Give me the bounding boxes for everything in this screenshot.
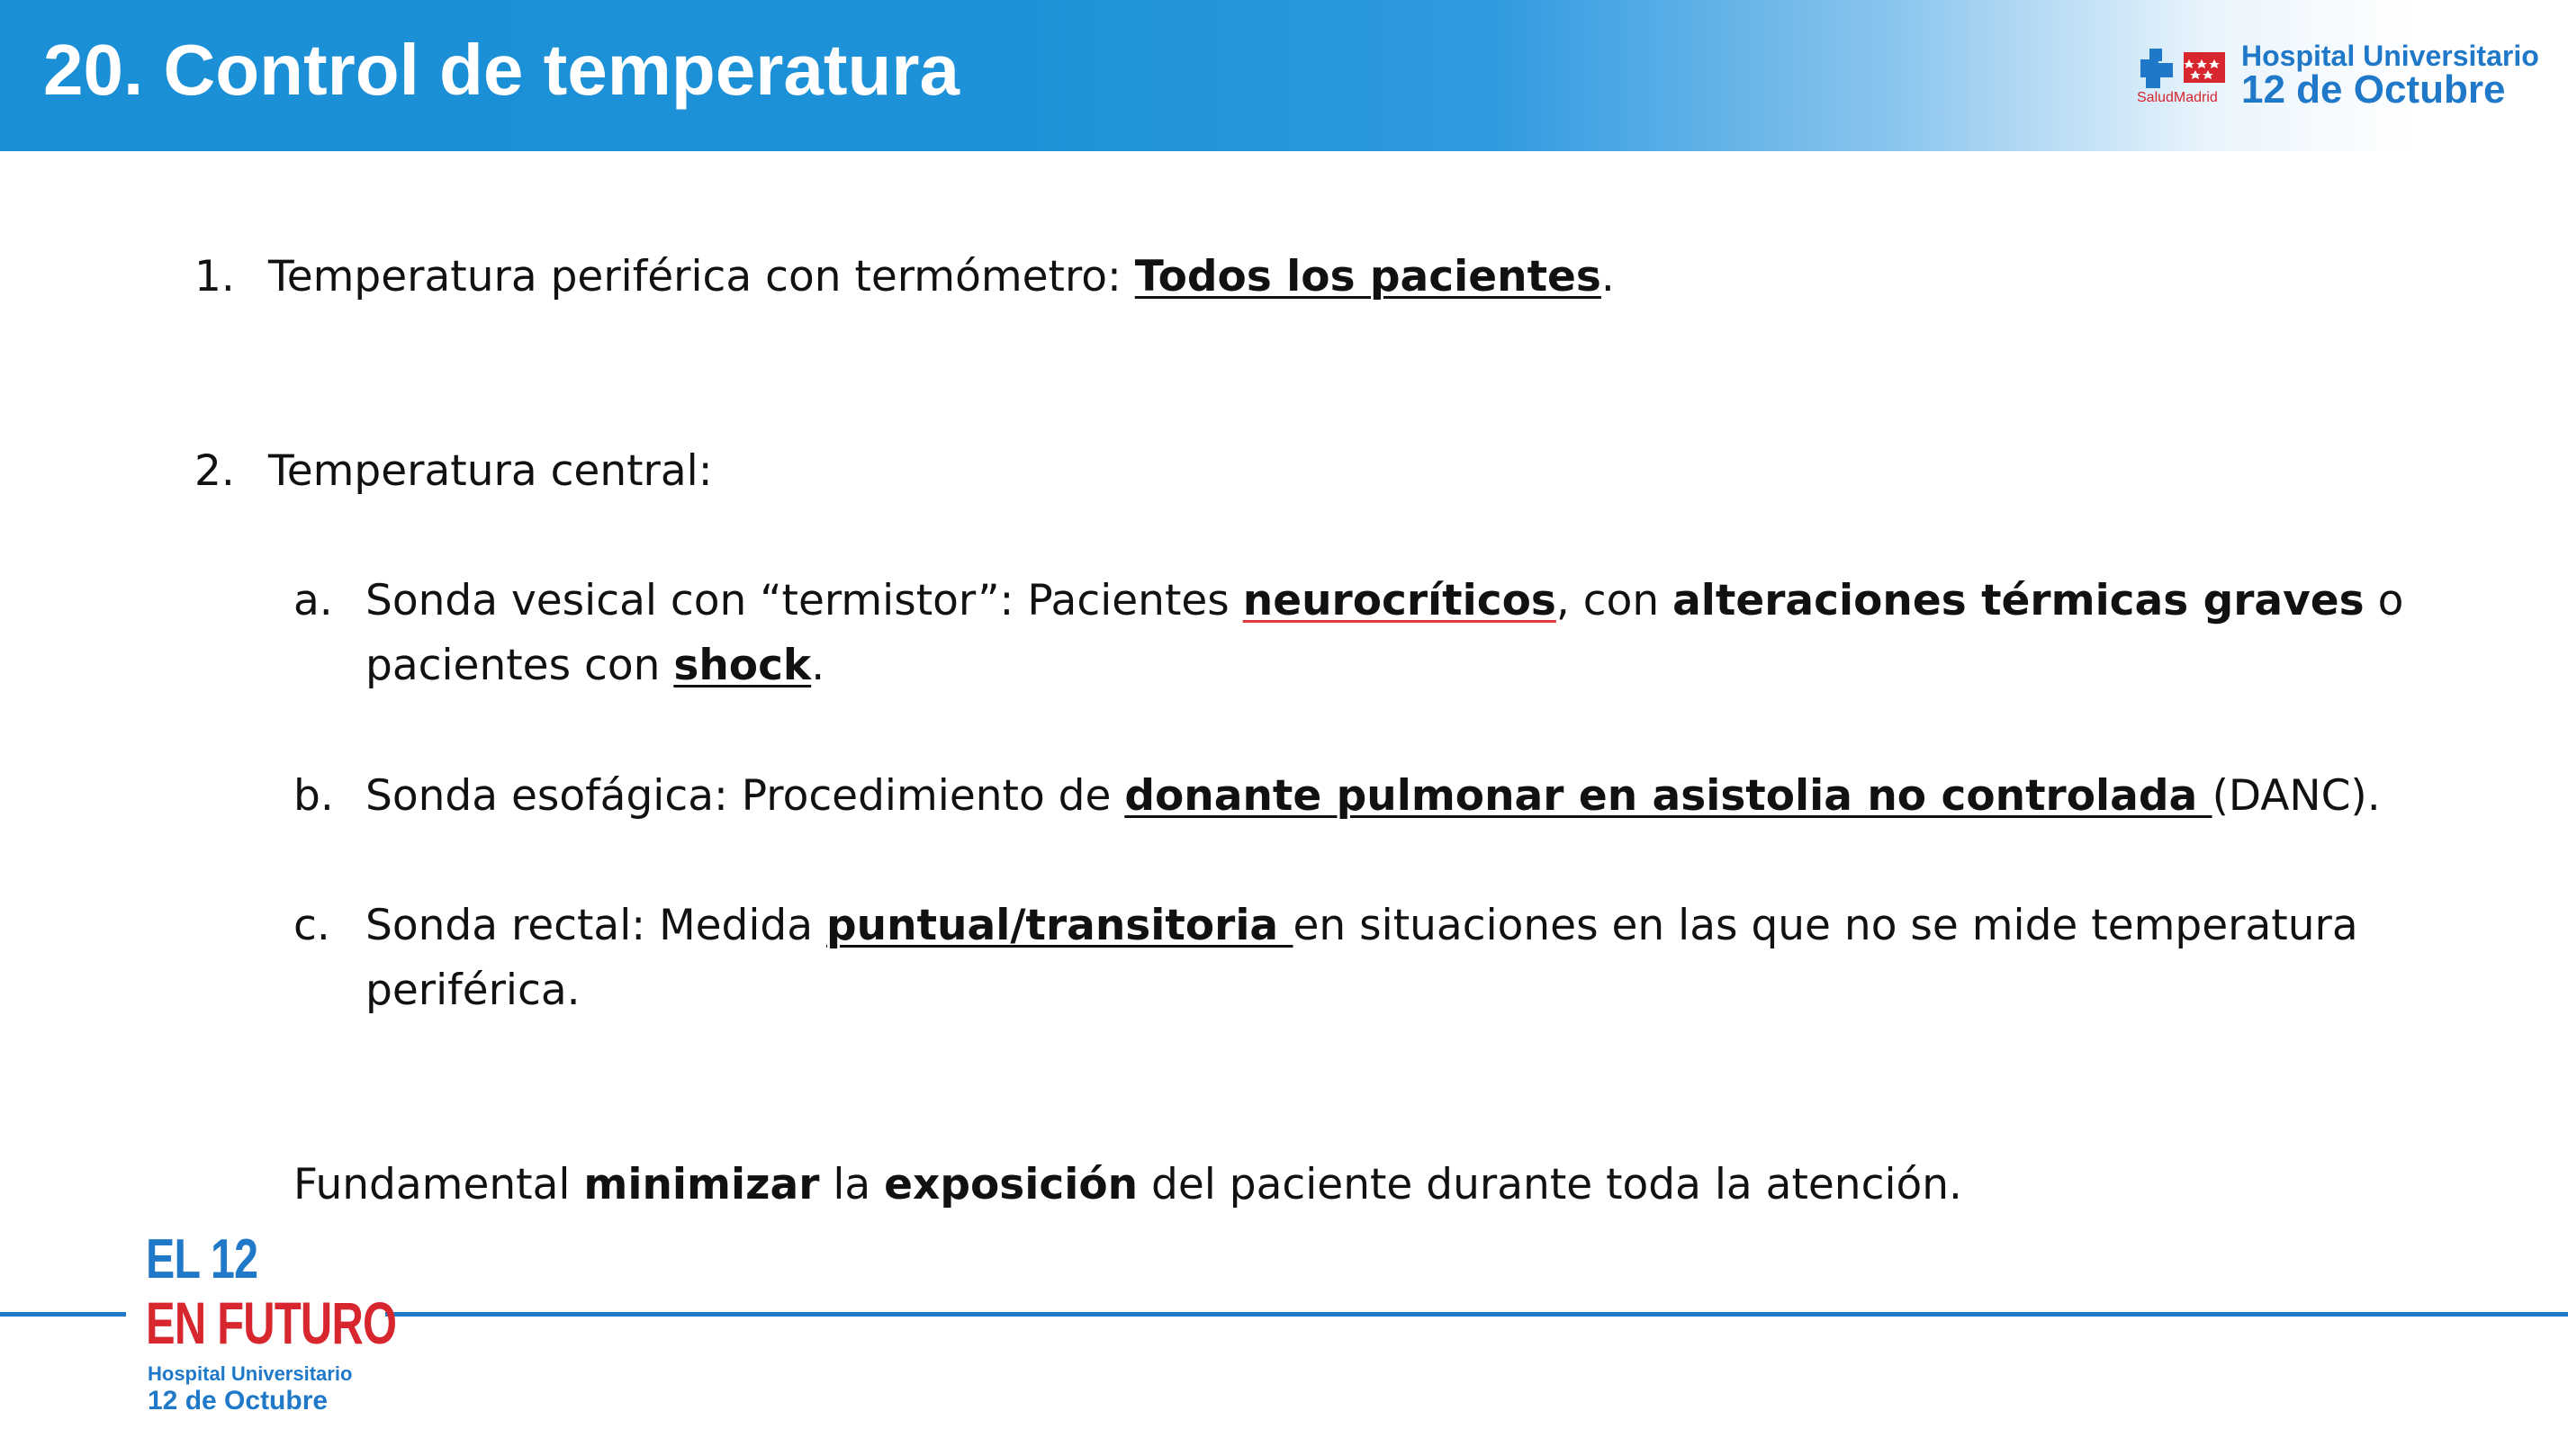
list-item-2-text: Temperatura central: — [268, 446, 713, 496]
item-a-line2-tail: . — [811, 641, 825, 690]
footer-logo-en-futuro: EN FUTURO — [146, 1290, 397, 1356]
sublist-item-c-line1 — [365, 894, 2358, 958]
item-a-mid: , con — [1555, 576, 1673, 625]
item-b-emphasis: donante pulmonar en asistolia no controlada — [1124, 771, 2212, 821]
note-post: del paciente durante toda la atención. — [1138, 1160, 1962, 1209]
list-number-2: 2. — [194, 446, 235, 496]
sublist-item-b — [365, 764, 2381, 829]
item1-emphasis: Todos los pacientes — [1134, 252, 1601, 301]
list-item-1 — [194, 245, 235, 310]
item-a-pre: Sonda vesical con “termistor”: Pacientes — [365, 576, 1243, 625]
sublist-item-a-line2 — [365, 634, 824, 698]
item-a-line2-emphasis: shock — [673, 641, 812, 690]
footer-divider-right — [385, 1312, 2568, 1317]
note-mid: la — [819, 1160, 885, 1209]
item-b-post: (DANC). — [2212, 771, 2381, 821]
item-a-emphasis-2: alteraciones térmicas graves — [1672, 576, 2365, 625]
sublist-letter-a: a. — [293, 576, 333, 625]
item-a-line2-pre: pacientes con — [365, 641, 674, 690]
item-c-pre: Sonda rectal: Medida — [365, 901, 826, 950]
list-item-2 — [194, 439, 235, 504]
note-emphasis-1: minimizar — [583, 1160, 820, 1209]
footer-logo-el12: EL 12 — [146, 1228, 258, 1290]
item-c-emphasis: puntual/transitoria — [826, 901, 1293, 950]
salud-madrid-label: SaludMadrid — [2137, 90, 2218, 105]
item1-tail: . — [1600, 252, 1615, 301]
hospital-logo-line1: Hospital Universitario — [2241, 40, 2539, 72]
item1-text: Temperatura periférica con termómetro: — [268, 252, 1135, 301]
sublist-letter-b: b. — [293, 771, 334, 821]
list-number-1: 1. — [194, 252, 235, 301]
footer-logo-12-de-octubre: 12 de Octubre — [148, 1386, 329, 1416]
footer-divider-left — [0, 1312, 126, 1317]
sublist-item-c-line2: periférica. — [365, 966, 581, 1015]
note-pre: Fundamental — [293, 1160, 584, 1209]
item-b-pre: Sonda esofágica: Procedimiento de — [365, 771, 1125, 821]
footer-logo-hospital: Hospital Universitario — [148, 1362, 353, 1385]
sublist-letter-c: c. — [293, 901, 330, 950]
sublist-item-a-line1 — [365, 569, 2403, 634]
slide-title: 20. Control de temperatura — [43, 30, 960, 110]
list-item-1-text — [268, 245, 1615, 310]
item-a-post: o — [2364, 576, 2404, 625]
closing-note — [293, 1153, 1962, 1218]
item-c-post: en situaciones en las que no se mide temperatura — [1293, 901, 2358, 950]
item-a-emphasis-1: neurocríticos — [1242, 576, 1556, 625]
hospital-logo-line2: 12 de Octubre — [2241, 67, 2506, 112]
note-emphasis-2: exposición — [884, 1160, 1139, 1209]
